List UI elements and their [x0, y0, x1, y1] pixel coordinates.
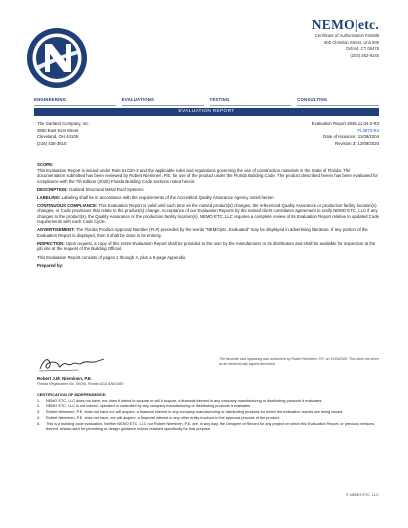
- labeling-text: Labeling shall be in accordance with the requirements of the Accredited Quality Assurance Agency noted herein.: [61, 194, 275, 200]
- seal-note: The facsimile seal appearing was authorized by Robert Nieminen, P.E. on 12/09/2020. This does not serve as an electronically signed document.: [219, 357, 379, 367]
- inspection-section: [37, 241, 379, 252]
- list-item: 3. Robert Nieminen, P.E. does not have nor will acquire, a financial interest in any company manufacturing or distributing products for which the evaluation reports are being issued.: [37, 410, 344, 415]
- company-phone: (203) 262-9245: [350, 53, 379, 58]
- independence-heading: CERTIFICATION OF INDEPENDENCE:: [37, 392, 107, 397]
- advertisement-label: ADVERTISEMENT:: [37, 227, 75, 233]
- service-tabs: [34, 97, 379, 106]
- list-item: 4. Robert Nieminen, P.E. does not have, nor will acquire, a financial interest in any other entity involved in the approval process of the product.: [37, 416, 280, 421]
- description-text: Garland Structural Metal Roof Systems: [69, 186, 144, 192]
- tab-engineering[interactable]: ENGINEERING: [34, 97, 116, 106]
- report-header: [37, 121, 379, 148]
- continuous-label: CONTINUOUS COMPLIANCE:: [37, 202, 98, 208]
- certification-of-independence: [37, 392, 379, 433]
- revision-date: Revision 3: 12/09/2020: [335, 140, 379, 146]
- description-label: DESCRIPTION:: [37, 186, 68, 192]
- scope-text: This Evaluation Report is issued under Rule 61G20-3 and the applicable rules and regulations governing the use of construction materials in the State of Florida. The documentation submitted has been reviewed by Robert Nieminen, P.E. for use of the product under the Florida Building Code. The product described herein has been evaluated for compliance with the 7th Edition (2020) Florida Building Code sections noted herein.: [37, 167, 378, 184]
- labeling-label: LABELING:: [37, 194, 61, 200]
- client-name: The Garland Company, Inc.: [37, 121, 90, 126]
- list-item: 2. NEMO ETC, LLC is not owned, operated or controlled by any company manufacturing or distributing products it evaluates.: [37, 404, 252, 409]
- nemo-logo-icon: [25, 26, 89, 90]
- company-city: Oxford, CT 06478: [345, 46, 379, 52]
- issue-date: Date of Issuance: 11/09/2004: [323, 134, 379, 140]
- tab-evaluations[interactable]: EVALUATIONS: [122, 97, 204, 106]
- report-body: [37, 162, 379, 271]
- prepared-by-label: Prepared by:: [37, 262, 64, 268]
- list-item: 1. NEMO ETC, LLC does not have, nor does it intend to acquire or will it acquire, a financial interest in any company manufacturing or distributing products it evaluates.: [37, 398, 323, 403]
- scope-label: SCOPE:: [37, 162, 54, 167]
- client-city: Cleveland, OH 44105: [37, 134, 79, 140]
- client-phone: (216) 430-3610: [37, 140, 67, 146]
- signer-title: Florida Registration No. 59166, Florida DCA ANE1983: [37, 381, 124, 386]
- company-address: 900 Christian Street, Unit 505: [324, 39, 379, 45]
- continuous-text: This Evaluation Report is valid until such time as the named product(s) changes, the referenced Quality Assurance or production facility location(s) changes, or Code provisions that relate to the product(s) change. Acceptance of our Evaluation Reports by the named client constitutes agreement to notify NEMO ETC, LLC if any changes to the product(s), the Quality Assurance or the production facility location(s). NEMO ETC, LLC requires a complete review of its Evaluation Report relative to updated Code requirements with each Code Cycle.: [37, 202, 380, 225]
- pages-statement: This Evaluation Report consists of pages 1 through 4, plus a 5-page Appendix.: [37, 254, 187, 260]
- signature-icon: [38, 355, 106, 373]
- company-name: NEMO|etc.: [311, 17, 379, 32]
- client-street: 3800 East 91st Street: [37, 127, 79, 133]
- list-item: 5. This is a building code evaluation. Neither NEMO ETC, LLC nor Robert Nieminen, P.E. are, in any way, the Designer of Record for any project on which this Evaluation Report, or previous versions thereof, is/was used for permitting or design guidance unless retained specifically for that purpose.: [37, 421, 375, 432]
- signer-name: Robert J.M. Nieminen, P.E.: [37, 376, 93, 381]
- company-certification: Certificate of Authorization #32688: [314, 32, 379, 38]
- advertisement-text: The Florida Product Approval Number (FL#) preceded by the words "NEMO|etc. Evaluated" may be displayed in advertising literature. If any portion of the Evaluation Report is displayed, then it shall be done in its entirety.: [37, 227, 368, 238]
- tab-consulting[interactable]: CONSULTING: [297, 97, 379, 106]
- advertisement-section: [37, 227, 379, 238]
- scope-section: [37, 162, 379, 184]
- report-banner: EVALUATION REPORT: [34, 108, 379, 116]
- signer-block: [37, 376, 237, 386]
- inspection-text: Upon request, a copy of this entire Evaluation Report shall be provided to the user by the manufacturer or its distributors and shall be available for inspection at the job site at the request of the Building Official.: [37, 240, 376, 252]
- description-section: [37, 187, 379, 193]
- continuous-compliance-section: [37, 203, 379, 225]
- labeling-section: [37, 195, 379, 201]
- tab-testing[interactable]: TESTING: [210, 97, 292, 106]
- company-block: [249, 18, 379, 60]
- inspection-label: INSPECTION:: [37, 240, 65, 246]
- footer-copyright: © NEMO ETC, LLC: [346, 493, 379, 497]
- independence-list: [37, 399, 379, 433]
- report-number: Evaluation Report 4845.11.04-2-R3: [311, 121, 379, 126]
- fl-number-link[interactable]: FL3973-R3: [357, 127, 379, 133]
